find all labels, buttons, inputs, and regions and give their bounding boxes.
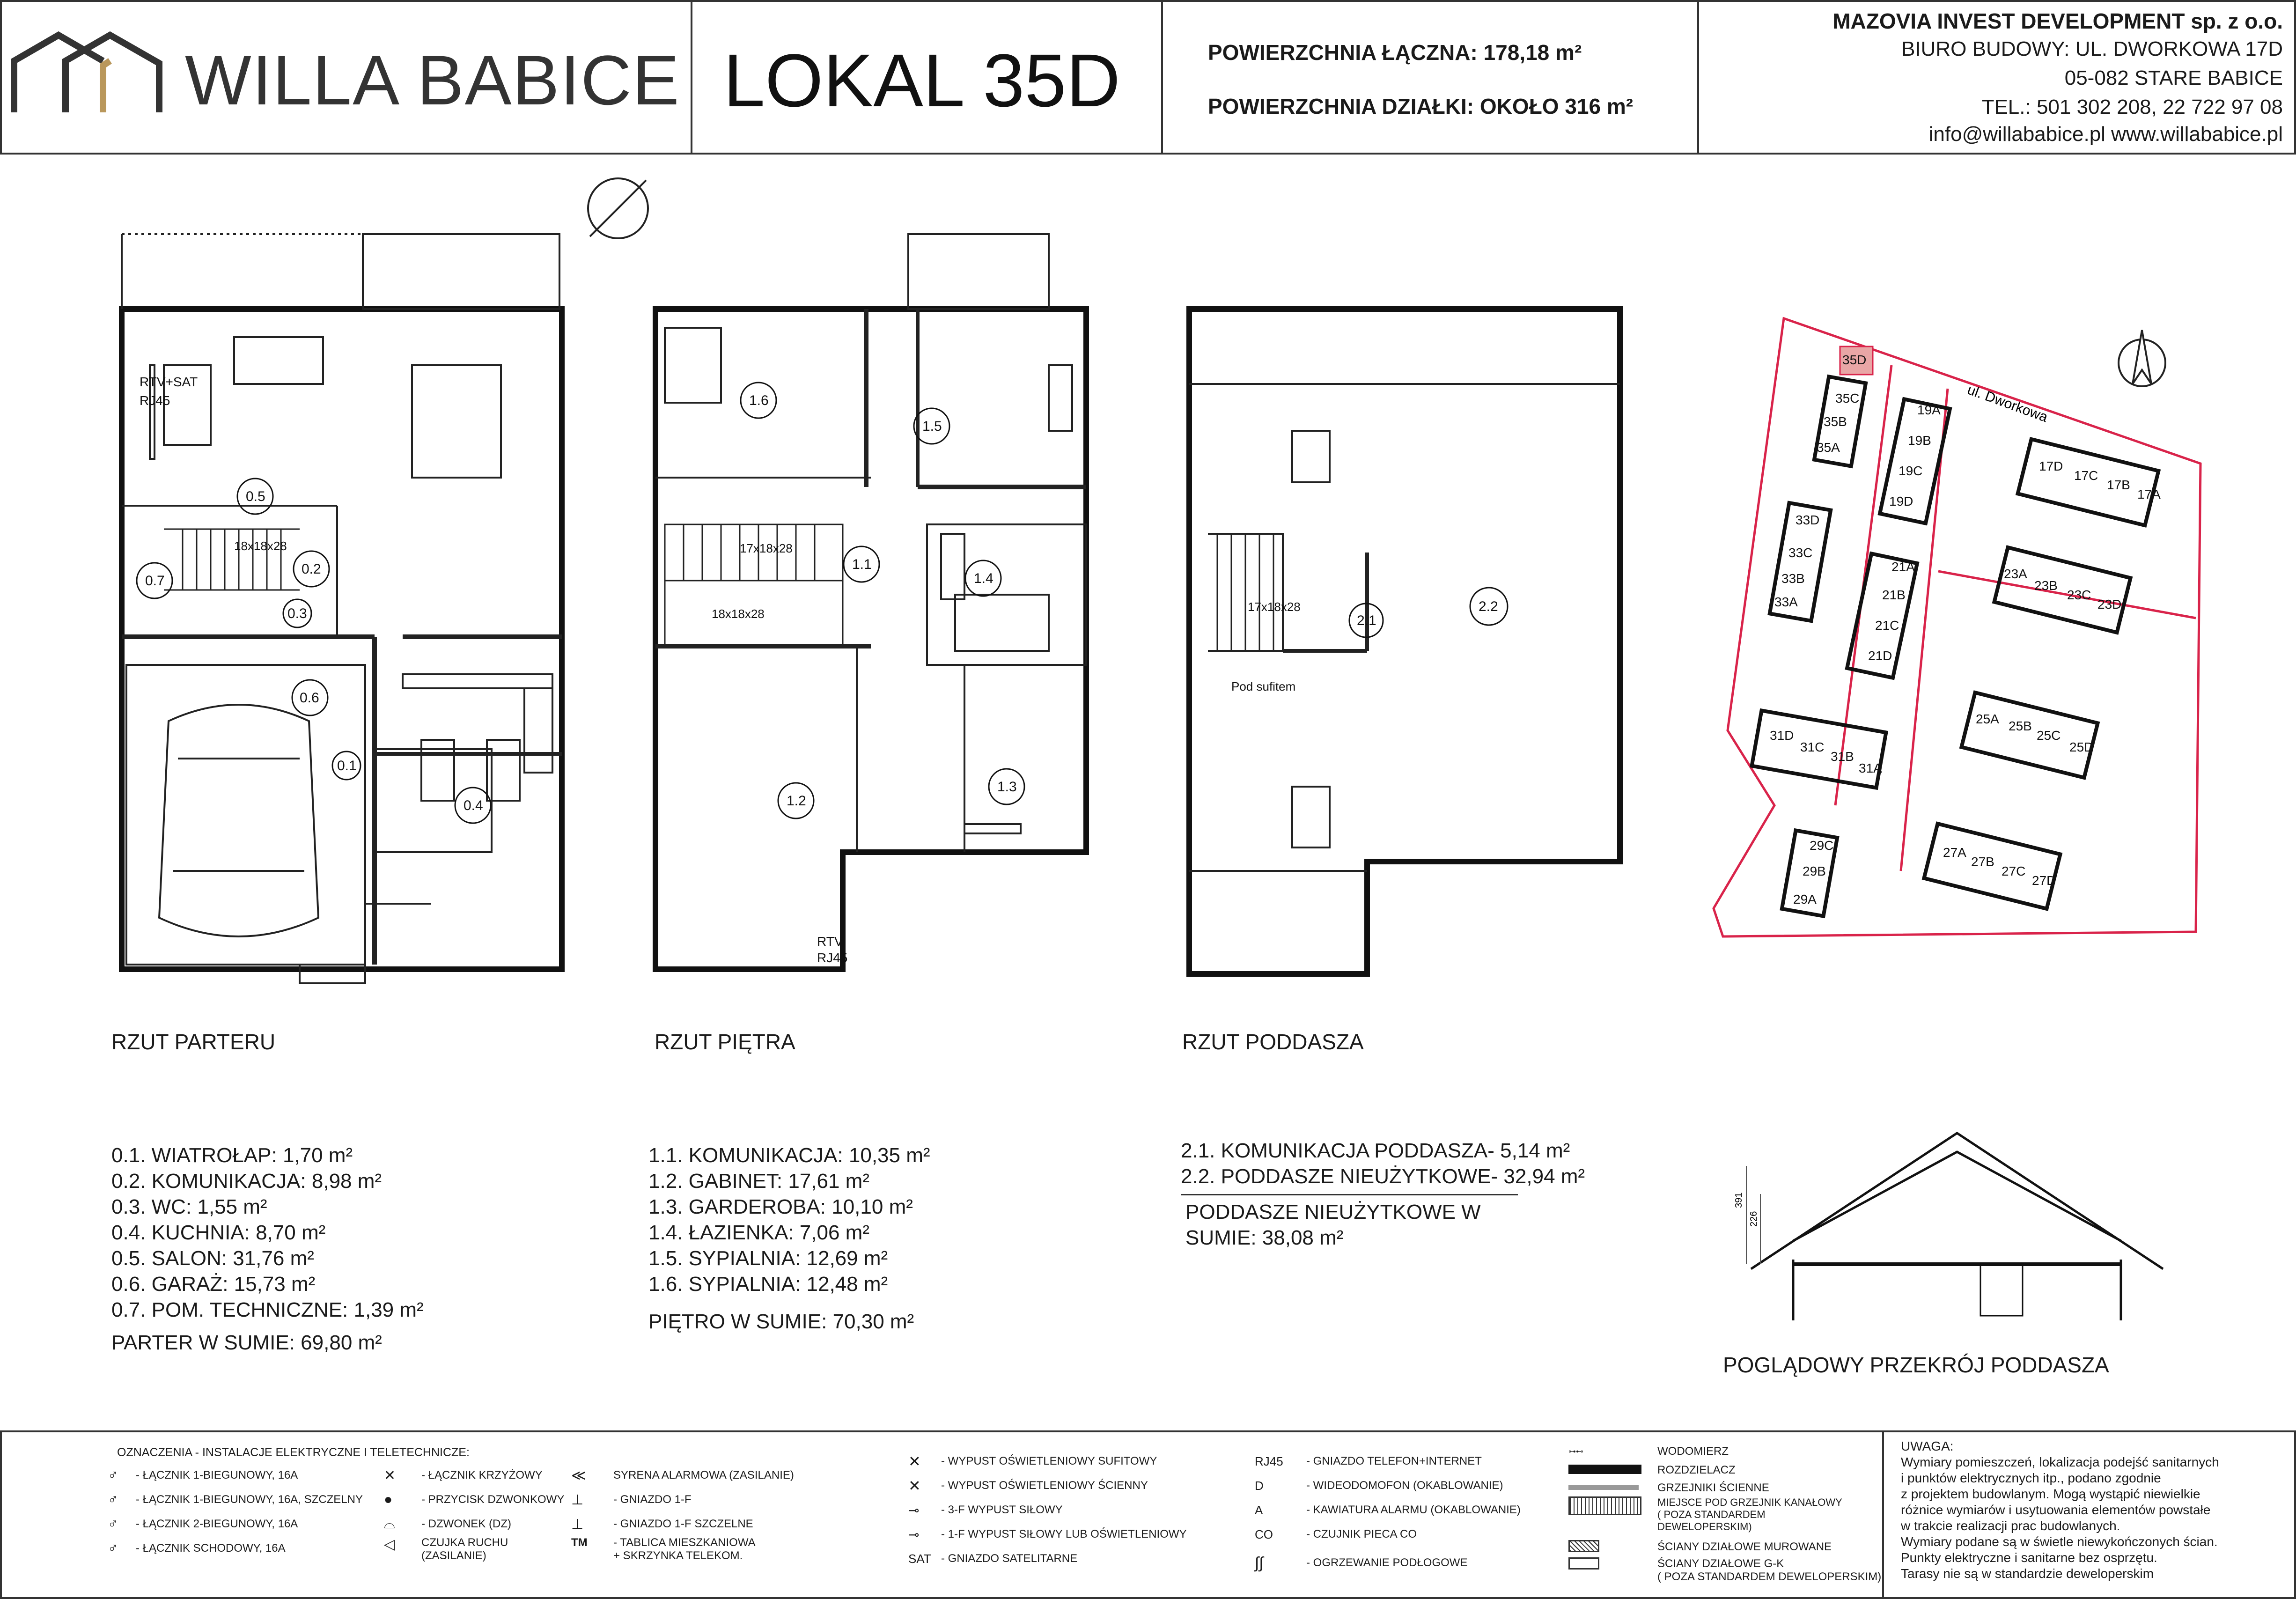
site-unit-33d: 33D (1796, 513, 1820, 527)
site-unit-31a: 31A (1859, 761, 1882, 775)
area-line: 1.1. KOMUNIKACJA: 10,35 m² (648, 1144, 930, 1167)
attic-caption: RZUT PODDASZA (1182, 1030, 1364, 1054)
siren-icon: ≪ (571, 1467, 586, 1483)
site-unit-27b: 27B (1971, 855, 1994, 869)
room-marker-0.7: 0.7 (145, 573, 165, 589)
stairs-label-a: 17x18x28 (740, 541, 793, 555)
masonry-wall-icon (1568, 1540, 1657, 1555)
legend-item: ✕ - WYPUST OŚWIETLENIOWY ŚCIENNY (908, 1477, 1148, 1494)
stairs-label-b: 18x18x28 (712, 607, 765, 621)
ground-floor-plan (103, 225, 599, 993)
total-area: POWIERZCHNIA ŁĄCZNA: 178,18 m² (1208, 40, 1582, 65)
videophone-icon: D (1255, 1478, 1264, 1493)
divider (691, 0, 692, 155)
city-address: 05-082 STARE BABICE (2064, 66, 2283, 89)
area-line: 0.6. GARAŻ: 15,73 m² (111, 1273, 316, 1296)
legend-col-1 (108, 1463, 363, 1561)
site-unit-31b: 31B (1831, 749, 1854, 764)
site-unit-17b: 17B (2107, 478, 2130, 492)
switch-1-icon: ♂ (108, 1467, 118, 1483)
legend-item: ⊸ - 3-F WYPUST SIŁOWY (908, 1503, 1063, 1518)
switch-stair-icon: ♂ (108, 1540, 118, 1556)
legend-item: ◁ CZUJKA RUCHU (ZASILANIE) (384, 1536, 508, 1562)
site-unit-25d: 25D (2069, 740, 2094, 754)
site-unit-35a: 35A (1817, 440, 1840, 455)
first-floor-plan (637, 225, 1105, 993)
room-marker-1.2: 1.2 (787, 793, 806, 809)
socket-icon: ⊥ (571, 1492, 584, 1508)
legend-item: ♂ - ŁĄCZNIK 2-BIEGUNOWY, 16A (108, 1516, 298, 1532)
site-unit-25a: 25A (1976, 712, 1999, 726)
site-unit-33b: 33B (1781, 571, 1805, 586)
room-marker-1.4: 1.4 (974, 571, 993, 586)
site-unit-21d: 21D (1868, 648, 1892, 663)
legend-item: ♂ - ŁĄCZNIK 1-BIEGUNOWY, 16A, SZCZELNY (108, 1492, 363, 1507)
ceiling-light-icon: ✕ (908, 1453, 921, 1470)
first-floor-caption: RZUT PIĘTRA (655, 1030, 795, 1054)
street-label: ul. Dworkowa (1965, 382, 2050, 426)
legend-item: ✕ - ŁĄCZNIK KRZYŻOWY (384, 1467, 543, 1483)
legend-item: ≪ SYRENA ALARMOWA (ZASILANIE) (571, 1467, 794, 1483)
attic-sum-2: SUMIE: 38,08 m² (1185, 1226, 1344, 1249)
note-line: i punktów elektrycznych itp., podano zgodnie (1901, 1471, 2161, 1485)
first-floor-areas (648, 1142, 930, 1334)
channel-radiator-icon (1568, 1496, 1657, 1518)
legend-item: ● - PRZYCISK DZWONKOWY (384, 1492, 565, 1507)
legend-title: OZNACZENIA - INSTALACJE ELEKTRYCZNE I TELETECHNICZE: (117, 1446, 470, 1459)
area-line: 2.2. PODDASZE NIEUŻYTKOWE- 32,94 m² (1181, 1165, 1585, 1188)
area-line: 2.1. KOMUNIKACJA PODDASZA- 5,14 m² (1181, 1139, 1570, 1162)
divider (1882, 1430, 1884, 1599)
ground-floor-caption: RZUT PARTERU (111, 1030, 276, 1054)
site-north-arrow-icon (2116, 328, 2168, 398)
note-line: z projektem budowlanym. Mogą wystąpić niewielkie (1901, 1487, 2200, 1501)
panel-icon: TM (571, 1536, 588, 1549)
legend-item: ŚCIANY DZIAŁOWE G-K ( POZA STANDARDEM DEWELOPERSKIM) (1568, 1557, 1881, 1585)
rj45-label: RJ45 (140, 393, 170, 408)
brand-name: WILLA BABICE (185, 41, 680, 119)
note-line: Tarasy nie są w standardzie deweloperskim (1901, 1566, 2154, 1581)
power-3f-icon: ⊸ (908, 1503, 920, 1518)
section-caption: POGLĄDOWY PRZEKRÓJ PODDASZA (1723, 1353, 2109, 1377)
note-line: różnice wymiarów i usytuowania elementów powstałe (1901, 1503, 2211, 1517)
legend-item: ⊥ - GNIAZDO 1-F SZCZELNE (571, 1516, 753, 1532)
motion-sensor-icon: ◁ (384, 1537, 395, 1552)
site-unit-25b: 25B (2009, 719, 2032, 733)
alarm-keypad-icon: A (1255, 1503, 1263, 1517)
room-marker-0.6: 0.6 (300, 690, 319, 706)
divider (1161, 0, 1163, 155)
site-unit-19d: 19D (1889, 494, 1913, 508)
water-meter-icon: ⊶⊷ (1568, 1448, 1583, 1456)
room-marker-1.1: 1.1 (852, 557, 872, 572)
dim-226: 226 (1749, 1211, 1759, 1227)
area-line: 0.4. KUCHNIA: 8,70 m² (111, 1221, 326, 1244)
legend-item: A - KAWIATURA ALARMU (OKABLOWANIE) (1255, 1503, 1521, 1517)
ground-floor-areas (111, 1142, 424, 1356)
sat-icon: SAT (908, 1551, 931, 1566)
legend-col-4 (908, 1449, 1187, 1571)
site-unit-21b: 21B (1882, 588, 1906, 602)
header (0, 0, 2296, 155)
site-unit-27a: 27A (1943, 845, 1966, 860)
site-unit-27c: 27C (2002, 864, 2026, 878)
site-unit-35d: 35D (1842, 353, 1867, 367)
legend-item: RJ45 - GNIAZDO TELEFON+INTERNET (1255, 1454, 1482, 1468)
house-logo-icon (9, 28, 178, 117)
site-unit-17d: 17D (2039, 459, 2063, 473)
site-unit-33a: 33A (1774, 595, 1798, 609)
site-unit-31c: 31C (1800, 740, 1825, 754)
room-marker-0.1: 0.1 (337, 758, 357, 774)
legend-item: SAT - GNIAZDO SATELITARNE (908, 1551, 1078, 1566)
legend-col-5 (1255, 1449, 1521, 1579)
bell-button-icon: ● (384, 1492, 393, 1507)
legend-item: ŚCIANY DZIAŁOWE MUROWANE (1568, 1537, 1881, 1557)
legend-item: MIEJSCE POD GRZEJNIK KANAŁOWY ( POZA STANDARDEM DEWELOPERSKIM) (1568, 1496, 1881, 1537)
site-unit-29c: 29C (1810, 838, 1834, 853)
phone: TEL.: 501 302 208, 22 722 97 08 (1981, 96, 2283, 118)
attic-areas (1181, 1138, 1585, 1251)
legend-item: ⊸ - 1-F WYPUST SIŁOWY LUB OŚWIETLENIOWY (908, 1527, 1187, 1542)
stairs-label: 17x18x28 (1248, 600, 1301, 614)
site-unit-21a: 21A (1891, 560, 1915, 574)
attic-sum-1: PODDASZE NIEUŻYTKOWE W (1185, 1201, 1481, 1223)
site-unit-27d: 27D (2032, 873, 2056, 888)
switch-2-icon: ♂ (108, 1516, 118, 1532)
note-line: w trakcie realizacji prac budowlanych. (1901, 1518, 2120, 1533)
note-line: Wymiary pomieszczeń, lokalizacja podejść sanitarnych (1901, 1455, 2219, 1469)
note-box (1901, 1438, 2285, 1582)
legend-item: CO - CZUJNIK PIECA CO (1255, 1527, 1417, 1541)
site-unit-21c: 21C (1875, 618, 1899, 633)
site-unit-17c: 17C (2074, 468, 2098, 483)
room-marker-1.6: 1.6 (749, 393, 769, 408)
legend-item: ∫∫ - OGRZEWANIE PODŁOGOWE (1255, 1554, 1468, 1572)
first-floor-sum: PIĘTRO W SUMIE: 70,30 m² (648, 1310, 914, 1333)
legend-col-3 (571, 1463, 794, 1564)
site-unit-19c: 19C (1899, 464, 1923, 478)
legend-item: TM - TABLICA MIESZKANIOWA + SKRZYNKA TELEKOM. (571, 1536, 756, 1562)
stairs-label: 18x18x28 (234, 539, 287, 553)
rj45-icon: RJ45 (1255, 1454, 1283, 1468)
legend-item: ♂ - ŁĄCZNIK SCHODOWY, 16A (108, 1540, 286, 1556)
legend-col-2 (384, 1463, 564, 1564)
bell-icon: ⌓ (384, 1516, 395, 1532)
note-title: UWAGA: (1901, 1439, 1954, 1453)
rtv-label: RTV (817, 934, 843, 949)
site-unit-19a: 19A (1917, 403, 1941, 417)
rj45-label: RJ45 (817, 951, 848, 965)
site-unit-33c: 33C (1788, 545, 1813, 560)
room-marker-0.2: 0.2 (302, 561, 321, 577)
legend-item: GRZEJNIKI ŚCIENNE (1568, 1480, 1881, 1496)
lokal-title: LOKAL 35D (723, 38, 1120, 122)
legend-item: ⊥ - GNIAZDO 1-F (571, 1492, 692, 1508)
company-name: MAZOVIA INVEST DEVELOPMENT sp. z o.o. (1832, 9, 2283, 33)
area-line: 0.2. KOMUNIKACJA: 8,98 m² (111, 1170, 382, 1193)
area-line: 0.3. WC: 1,55 m² (111, 1195, 267, 1218)
legend-item: ROZDZIELACZ (1568, 1461, 1881, 1480)
area-line: 1.3. GARDEROBA: 10,10 m² (648, 1195, 913, 1218)
area-line: 0.7. POM. TECHNICZNE: 1,39 m² (111, 1298, 424, 1321)
room-marker-0.5: 0.5 (246, 489, 265, 504)
area-line: 1.5. SYPIALNIA: 12,69 m² (648, 1247, 888, 1270)
legend-item: ✕ - WYPUST OŚWIETLENIOWY SUFITOWY (908, 1453, 1157, 1470)
site-unit-23d: 23D (2097, 597, 2122, 612)
legend-item: ⊶⊷ WODOMIERZ (1568, 1445, 1729, 1458)
legend-item: D - WIDEODOMOFON (OKABLOWANIE) (1255, 1478, 1503, 1493)
area-line: 0.1. WIATROŁAP: 1,70 m² (111, 1144, 353, 1167)
room-marker-0.4: 0.4 (464, 798, 483, 813)
note-line: Punkty elektryczne i sanitarne bez osprzętu. (1901, 1550, 2157, 1565)
divider (1697, 0, 1699, 155)
legend-item: ⌓ - DZWONEK (DZ) (384, 1516, 511, 1532)
drywall-icon (1568, 1557, 1657, 1572)
room-marker-2.1: 2.1 (1357, 613, 1376, 628)
site-unit-29b: 29B (1803, 864, 1826, 878)
power-1f-icon: ⊸ (908, 1527, 920, 1542)
under-ceiling-label: Pod sufitem (1231, 679, 1296, 693)
site-unit-19b: 19B (1908, 433, 1931, 448)
office-address: BIURO BUDOWY: UL. DWORKOWA 17D (1901, 37, 2283, 60)
site-unit-29a: 29A (1793, 892, 1817, 906)
switch-sealed-icon: ♂ (108, 1492, 118, 1507)
site-unit-23c: 23C (2067, 588, 2091, 602)
plot-area: POWIERZCHNIA DZIAŁKI: OKOŁO 316 m² (1208, 94, 1634, 118)
legend-col-6 (1568, 1442, 1881, 1585)
site-unit-23b: 23B (2034, 578, 2058, 593)
cross-switch-icon: ✕ (384, 1467, 396, 1483)
site-plan (1704, 309, 2215, 955)
contact-web: info@willababice.pl www.willababice.pl (1928, 123, 2283, 146)
radiator-icon (1568, 1484, 1657, 1492)
site-unit-17a: 17A (2137, 487, 2161, 501)
floor-heating-icon: ∫∫ (1255, 1554, 1264, 1572)
legend-item: ♂ - ŁĄCZNIK 1-BIEGUNOWY, 16A (108, 1467, 298, 1483)
ground-floor-sum: PARTER W SUMIE: 69,80 m² (111, 1331, 382, 1354)
boiler-sensor-icon: CO (1255, 1527, 1273, 1541)
site-unit-23a: 23A (2004, 567, 2027, 581)
note-line: Wymiary podane są w świetle niewykończonych ścian. (1901, 1534, 2218, 1549)
room-marker-1.3: 1.3 (997, 779, 1017, 795)
site-unit-31d: 31D (1770, 728, 1794, 743)
room-marker-2.2: 2.2 (1479, 599, 1498, 614)
area-line: 0.5. SALON: 31,76 m² (111, 1247, 314, 1270)
wall-light-icon: ✕ (908, 1477, 921, 1494)
attic-section (1732, 1124, 2182, 1320)
area-line: 1.2. GABINET: 17,61 m² (648, 1170, 869, 1193)
site-unit-35c: 35C (1835, 391, 1860, 405)
site-unit-35b: 35B (1824, 414, 1847, 429)
area-line: 1.6. SYPIALNIA: 12,48 m² (648, 1273, 888, 1296)
room-marker-0.3: 0.3 (287, 606, 307, 621)
rtv-sat-label: RTV+SAT (140, 375, 198, 389)
distributor-icon (1568, 1465, 1657, 1476)
room-marker-1.5: 1.5 (922, 419, 942, 434)
divider (1181, 1194, 1518, 1195)
dim-391: 391 (1734, 1192, 1744, 1208)
socket-sealed-icon: ⊥ (571, 1516, 584, 1532)
area-line: 1.4. ŁAZIENKA: 7,06 m² (648, 1221, 869, 1244)
site-unit-25c: 25C (2037, 728, 2061, 743)
attic-plan (1170, 290, 1639, 983)
